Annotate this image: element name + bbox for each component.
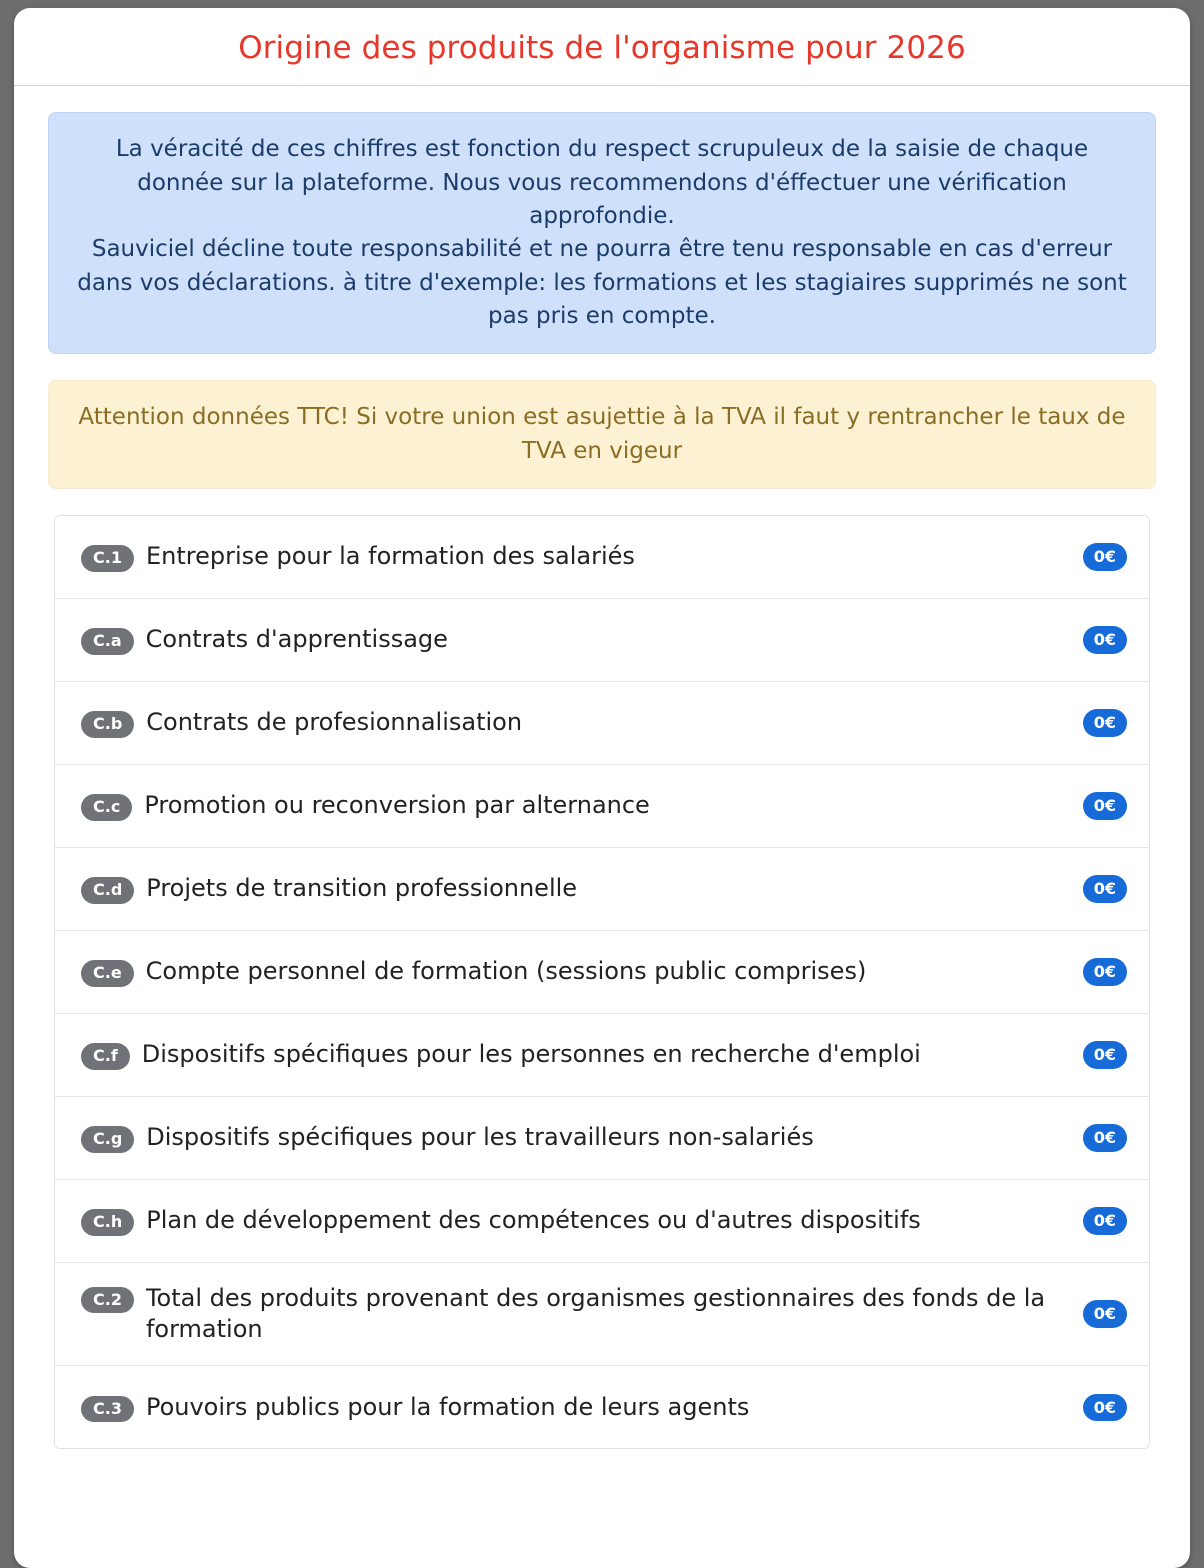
row-amount-badge: 0€ (1083, 1394, 1127, 1422)
list-item-content (81, 1205, 1069, 1236)
row-code-badge: C.a (81, 628, 134, 654)
row-amount-badge: 0€ (1083, 792, 1127, 820)
row-amount-badge: 0€ (1083, 958, 1127, 986)
list-item[interactable] (55, 599, 1149, 682)
row-amount-badge: 0€ (1083, 626, 1127, 654)
row-code-badge: C.c (81, 794, 132, 820)
list-item[interactable] (55, 1014, 1149, 1097)
row-label: Compte personnel de formation (sessions public comprises) (145, 957, 867, 986)
report-card (14, 8, 1190, 1568)
row-code-badge: C.e (81, 960, 134, 986)
list-item[interactable] (55, 682, 1149, 765)
card-header (14, 8, 1190, 86)
row-label: Contrats d'apprentissage (145, 625, 448, 654)
row-label: Projets de transition professionnelle (146, 874, 578, 903)
row-code-badge: C.1 (81, 545, 134, 571)
row-label: Dispositifs spécifiques pour les personnes en recherche d'emploi (141, 1040, 921, 1069)
list-item[interactable] (55, 1180, 1149, 1263)
row-code-badge: C.2 (81, 1287, 134, 1313)
row-label: Promotion ou reconversion par alternance (144, 791, 650, 820)
list-item-content (81, 956, 1069, 987)
list-item[interactable] (55, 848, 1149, 931)
list-item[interactable] (55, 1263, 1149, 1366)
row-code-badge: C.g (81, 1126, 134, 1152)
list-item-content (81, 624, 1069, 655)
list-item-content (81, 1392, 1069, 1423)
row-code-badge: C.b (81, 711, 134, 737)
list-item-content (81, 790, 1069, 821)
row-label: Dispositifs spécifiques pour les travailleurs non-salariés (146, 1123, 814, 1152)
list-item[interactable] (55, 1366, 1149, 1448)
list-item-content (81, 873, 1069, 904)
list-item-content (81, 1122, 1069, 1153)
row-label: Entreprise pour la formation des salariés (145, 542, 635, 571)
row-code-badge: C.d (81, 877, 134, 903)
row-label: Contrats de profesionnalisation (146, 708, 523, 737)
row-amount-badge: 0€ (1083, 1124, 1127, 1152)
info-alert (48, 112, 1156, 354)
row-amount-badge: 0€ (1083, 1207, 1127, 1235)
list-item[interactable] (55, 931, 1149, 1014)
info-alert-text-secondary: Sauviciel décline toute responsabilité et ne pourra être tenu responsable en cas d'erreur dans vos déclarations. à titre d'exemple: les formations et les stagiaires supprimés ne sont pas pris en compte. (77, 236, 1127, 329)
row-amount-badge: 0€ (1083, 709, 1127, 737)
list-item[interactable] (55, 765, 1149, 848)
row-amount-badge: 0€ (1083, 1300, 1127, 1328)
row-amount-badge: 0€ (1083, 543, 1127, 571)
page-title: Origine des produits de l'organisme pour 2026 (238, 30, 966, 66)
row-label: Total des produits provenant des organismes gestionnaires des fonds de la formation (145, 1283, 1046, 1344)
list-item[interactable] (55, 516, 1149, 599)
card-body (14, 86, 1190, 1449)
list-item-content (81, 1039, 1069, 1070)
list-item-content (81, 707, 1069, 738)
row-code-badge: C.f (81, 1043, 130, 1069)
list-item-content (81, 541, 1069, 572)
products-list (54, 515, 1150, 1449)
warning-alert (48, 380, 1156, 489)
row-label: Plan de développement des compétences ou d'autres dispositifs (146, 1206, 921, 1235)
row-amount-badge: 0€ (1083, 1041, 1127, 1069)
warning-alert-text: Attention données TTC! Si votre union est asujettie à la TVA il faut y rentrancher le taux de TVA en vigeur (78, 404, 1126, 464)
list-item-content (81, 1283, 1069, 1345)
row-code-badge: C.3 (81, 1396, 134, 1422)
row-code-badge: C.h (81, 1209, 134, 1235)
row-amount-badge: 0€ (1083, 875, 1127, 903)
info-alert-text: La véracité de ces chiffres est fonction du respect scrupuleux de la saisie de chaque donnée sur la plateforme. Nous vous recommendons d'éffectuer une vérification approfondie. (115, 136, 1089, 229)
row-label: Pouvoirs publics pour la formation de leurs agents (145, 1392, 750, 1421)
list-item[interactable] (55, 1097, 1149, 1180)
